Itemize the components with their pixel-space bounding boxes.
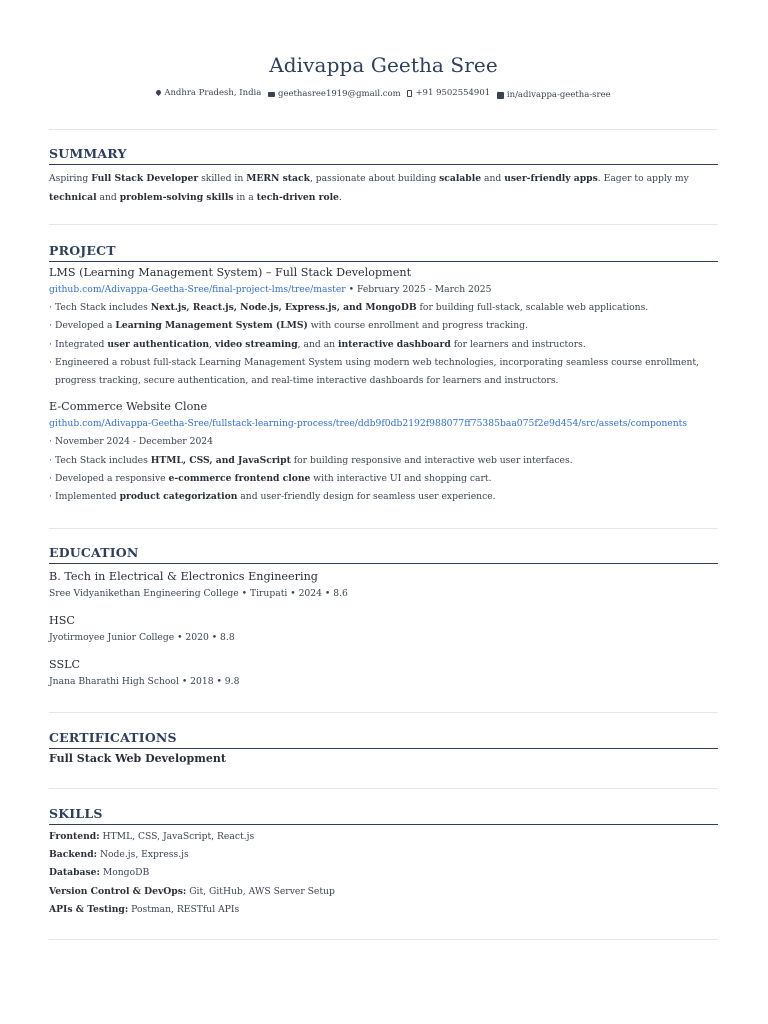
project-title: LMS (Learning Management System) – Full Stack Development: [49, 266, 412, 279]
skill-row: APIs & Testing: Postman, RESTful APIs: [49, 903, 240, 915]
divider: [49, 712, 718, 713]
degree-meta: Jnana Bharathi High School • 2018 • 9.8: [49, 676, 240, 687]
divider: [49, 788, 718, 789]
divider: [49, 129, 718, 130]
project-dates: • February 2025 - March 2025: [345, 284, 492, 295]
location-text: Andhra Pradesh, India: [164, 88, 262, 98]
section-title-education: EDUCATION: [49, 545, 718, 564]
skills-section: [49, 806, 718, 919]
project-lms: [49, 265, 718, 390]
envelope-icon: [268, 92, 275, 97]
phone-icon: [407, 90, 412, 97]
skill-row: Version Control & DevOps: Git, GitHub, AWS Server Setup: [49, 885, 335, 897]
contact-linkedin[interactable]: [497, 90, 611, 100]
degree-meta: Sree Vidyanikethan Engineering College • Tirupati • 2024 • 8.6: [49, 588, 348, 599]
education-item: [49, 657, 718, 691]
list-item: · Developed a Learning Management System (LMS) with course enrollment and progress tracking.: [49, 317, 718, 335]
divider: [49, 528, 718, 529]
divider: [49, 224, 718, 225]
list-item: · Engineered a robust full-stack Learning Management System using modern web technologies, incorporating seamless course enrollment,: [49, 354, 718, 372]
section-title-summary: SUMMARY: [49, 146, 718, 165]
project-section: [49, 243, 718, 507]
project-dates: · November 2024 - December 2024: [49, 433, 718, 451]
contact-email[interactable]: [268, 89, 401, 99]
project-link-row: [49, 415, 718, 433]
summary-text: Aspiring Full Stack Developer skilled in MERN stack, passionate about building scalable and user-friendly apps. Eager to apply my technical and problem-solving skills in a tech-driven role.: [49, 173, 689, 203]
linkedin-icon: in: [497, 90, 504, 99]
contact-bar: [49, 88, 718, 100]
linkedin-text[interactable]: in/adivappa-geetha-sree: [506, 90, 611, 100]
skill-row: Frontend: HTML, CSS, JavaScript, React.js: [49, 831, 255, 842]
section-title-skills: SKILLS: [49, 806, 718, 825]
project-link[interactable]: github.com/Adivappa-Geetha-Sree/fullstack-learning-process/tree/ddb9f0db2192f988077ff75385baa075f2e9d454/src/assets/components: [49, 418, 688, 430]
certification-item: Full Stack Web Development: [49, 752, 226, 765]
divider: [49, 939, 718, 940]
candidate-name: Adivappa Geetha Sree: [269, 53, 498, 77]
project-title: E-Commerce Website Clone: [49, 400, 208, 414]
email-text[interactable]: geethasree1919@gmail.com: [278, 89, 401, 99]
list-item-continuation: progress tracking, secure authentication, and real-time interactive dashboards for learners and instructors.: [55, 375, 559, 387]
list-item: · Implemented product categorization and user-friendly design for seamless user experience.: [49, 488, 718, 506]
contact-phone[interactable]: [407, 88, 490, 98]
list-item: · Developed a responsive e-commerce frontend clone with interactive UI and shopping cart.: [49, 470, 718, 488]
phone-text[interactable]: +91 9502554901: [415, 88, 491, 98]
degree-meta: Jyotirmoyee Junior College • 2020 • 8.8: [49, 632, 235, 643]
education-section: [49, 545, 718, 691]
degree-title: SSLC: [49, 658, 81, 671]
section-title-project: PROJECT: [49, 243, 718, 262]
section-title-certifications: CERTIFICATIONS: [49, 730, 718, 749]
list-item: · Tech Stack includes Next.js, React.js, Node.js, Express.js, and MongoDB for building full-stack, scalable web applications.: [49, 299, 718, 317]
project-link[interactable]: github.com/Adivappa-Geetha-Sree/final-project-lms/tree/master: [49, 284, 346, 295]
education-item: [49, 613, 718, 647]
skills-list: [49, 828, 718, 919]
skill-row: Database: MongoDB: [49, 867, 150, 879]
education-item: [49, 569, 718, 603]
summary-section: [49, 146, 718, 207]
degree-title: B. Tech in Electrical & Electronics Engineering: [49, 570, 318, 583]
list-item: · Tech Stack includes HTML, CSS, and JavaScript for building responsive and interactive web user interfaces.: [49, 452, 718, 470]
project-meta: [49, 281, 718, 299]
skill-row: Backend: Node.js, Express.js: [49, 849, 189, 861]
location-pin-icon: [156, 90, 161, 97]
project-ecommerce: [49, 399, 718, 506]
degree-title: HSC: [49, 614, 75, 627]
certifications-section: [49, 730, 718, 767]
contact-location: [156, 88, 261, 98]
list-item: · Integrated user authentication, video streaming, and an interactive dashboard for learners and instructors.: [49, 336, 718, 354]
